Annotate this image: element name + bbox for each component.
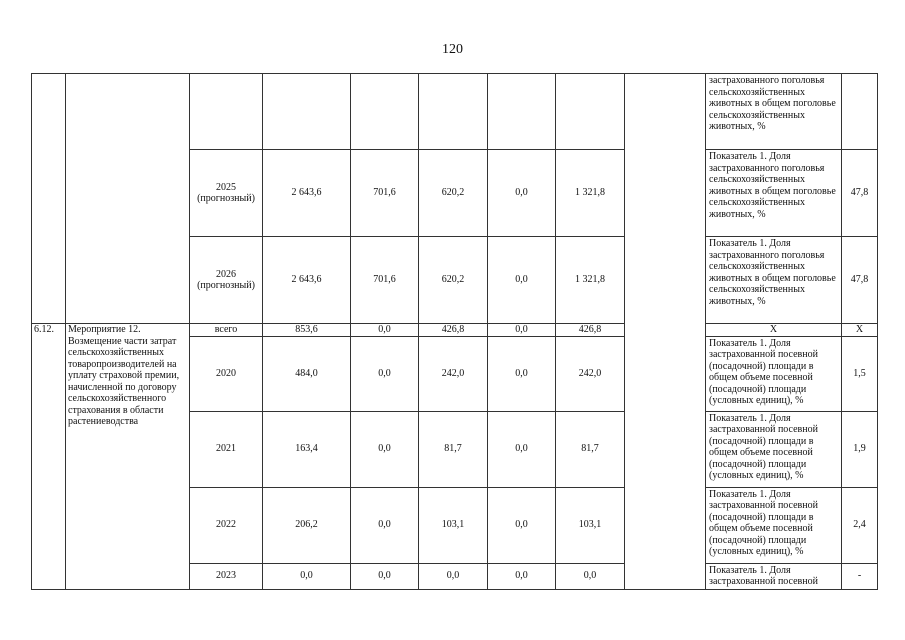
cell-total [263,74,351,150]
cell-c4: 103,1 [556,487,625,563]
cell-indicator: Показатель 1. Доля застрахованной посевной (посадочной) площади в общем объеме посевной (посадочной) площади (условных единиц), % [706,336,842,411]
cell-indicator: Показатель 1. Доля застрахованной посевной [706,563,842,589]
cell-c1: 0,0 [351,336,419,411]
cell-c2: 242,0 [419,336,488,411]
cell-value: 1,9 [842,411,878,487]
cell-year [190,74,263,150]
cell-c1: 701,6 [351,237,419,324]
cell-name [66,74,190,324]
cell-c3 [488,74,556,150]
cell-value: 47,8 [842,237,878,324]
cell-num [32,74,66,324]
cell-total: 163,4 [263,411,351,487]
cell-c2: 0,0 [419,563,488,589]
table-row [32,324,878,337]
cell-c4: 242,0 [556,336,625,411]
cell-c4: 1 321,8 [556,237,625,324]
cell-year: 2023 [190,563,263,589]
cell-c2: 426,8 [419,324,488,337]
cell-value: Х [842,324,878,337]
cell-value: 1,5 [842,336,878,411]
cell-c4: 81,7 [556,411,625,487]
cell-value: - [842,563,878,589]
cell-c1: 0,0 [351,324,419,337]
cell-year: 2022 [190,487,263,563]
cell-empty [625,74,706,590]
cell-indicator: Показатель 1. Доля застрахованного поголовья сельскохозяйственных животных в общем поголовье сельскохозяйственных животных, % [706,150,842,237]
cell-c2: 620,2 [419,237,488,324]
cell-c4: 0,0 [556,563,625,589]
cell-year: 2026 (прогнозный) [190,237,263,324]
cell-c3: 0,0 [488,150,556,237]
cell-total: 206,2 [263,487,351,563]
cell-value: 2,4 [842,487,878,563]
cell-c1 [351,74,419,150]
program-table [31,73,878,590]
cell-c3: 0,0 [488,324,556,337]
cell-c4: 426,8 [556,324,625,337]
cell-c2: 81,7 [419,411,488,487]
cell-total: 853,6 [263,324,351,337]
cell-year: 2025 (прогнозный) [190,150,263,237]
cell-c3: 0,0 [488,411,556,487]
cell-c3: 0,0 [488,563,556,589]
cell-indicator: Показатель 1. Доля застрахованной посевной (посадочной) площади в общем объеме посевной (посадочной) площади (условных единиц), % [706,487,842,563]
cell-total: 2 643,6 [263,237,351,324]
cell-indicator: Х [706,324,842,337]
cell-indicator: Показатель 1. Доля застрахованной посевной (посадочной) площади в общем объеме посевной (посадочной) площади (условных единиц), % [706,411,842,487]
cell-c3: 0,0 [488,336,556,411]
table-row [32,74,878,150]
cell-c4: 1 321,8 [556,150,625,237]
cell-c1: 0,0 [351,563,419,589]
cell-total: 0,0 [263,563,351,589]
cell-total: 484,0 [263,336,351,411]
cell-total: 2 643,6 [263,150,351,237]
cell-c3: 0,0 [488,237,556,324]
cell-indicator: Показатель 1. Доля застрахованного поголовья сельскохозяйственных животных в общем поголовье сельскохозяйственных животных, % [706,237,842,324]
cell-c2: 620,2 [419,150,488,237]
cell-c4 [556,74,625,150]
cell-c3: 0,0 [488,487,556,563]
cell-year: всего [190,324,263,337]
cell-indicator: застрахованного поголовья сельскохозяйственных животных в общем поголовье сельскохозяйственных животных, % [706,74,842,150]
cell-year: 2020 [190,336,263,411]
page-number: 120 [442,42,463,57]
cell-value: 47,8 [842,150,878,237]
cell-num: 6.12. [32,324,66,590]
cell-c1: 0,0 [351,487,419,563]
cell-year: 2021 [190,411,263,487]
cell-c1: 701,6 [351,150,419,237]
cell-name: Мероприятие 12. Возмещение части затрат сельскохозяйственных товаропроизводителей на уплату страховой премии, начисленной по договору сельскохозяйственного страхования в области растениеводства [66,324,190,590]
cell-c1: 0,0 [351,411,419,487]
cell-c2 [419,74,488,150]
cell-c2: 103,1 [419,487,488,563]
cell-value [842,74,878,150]
